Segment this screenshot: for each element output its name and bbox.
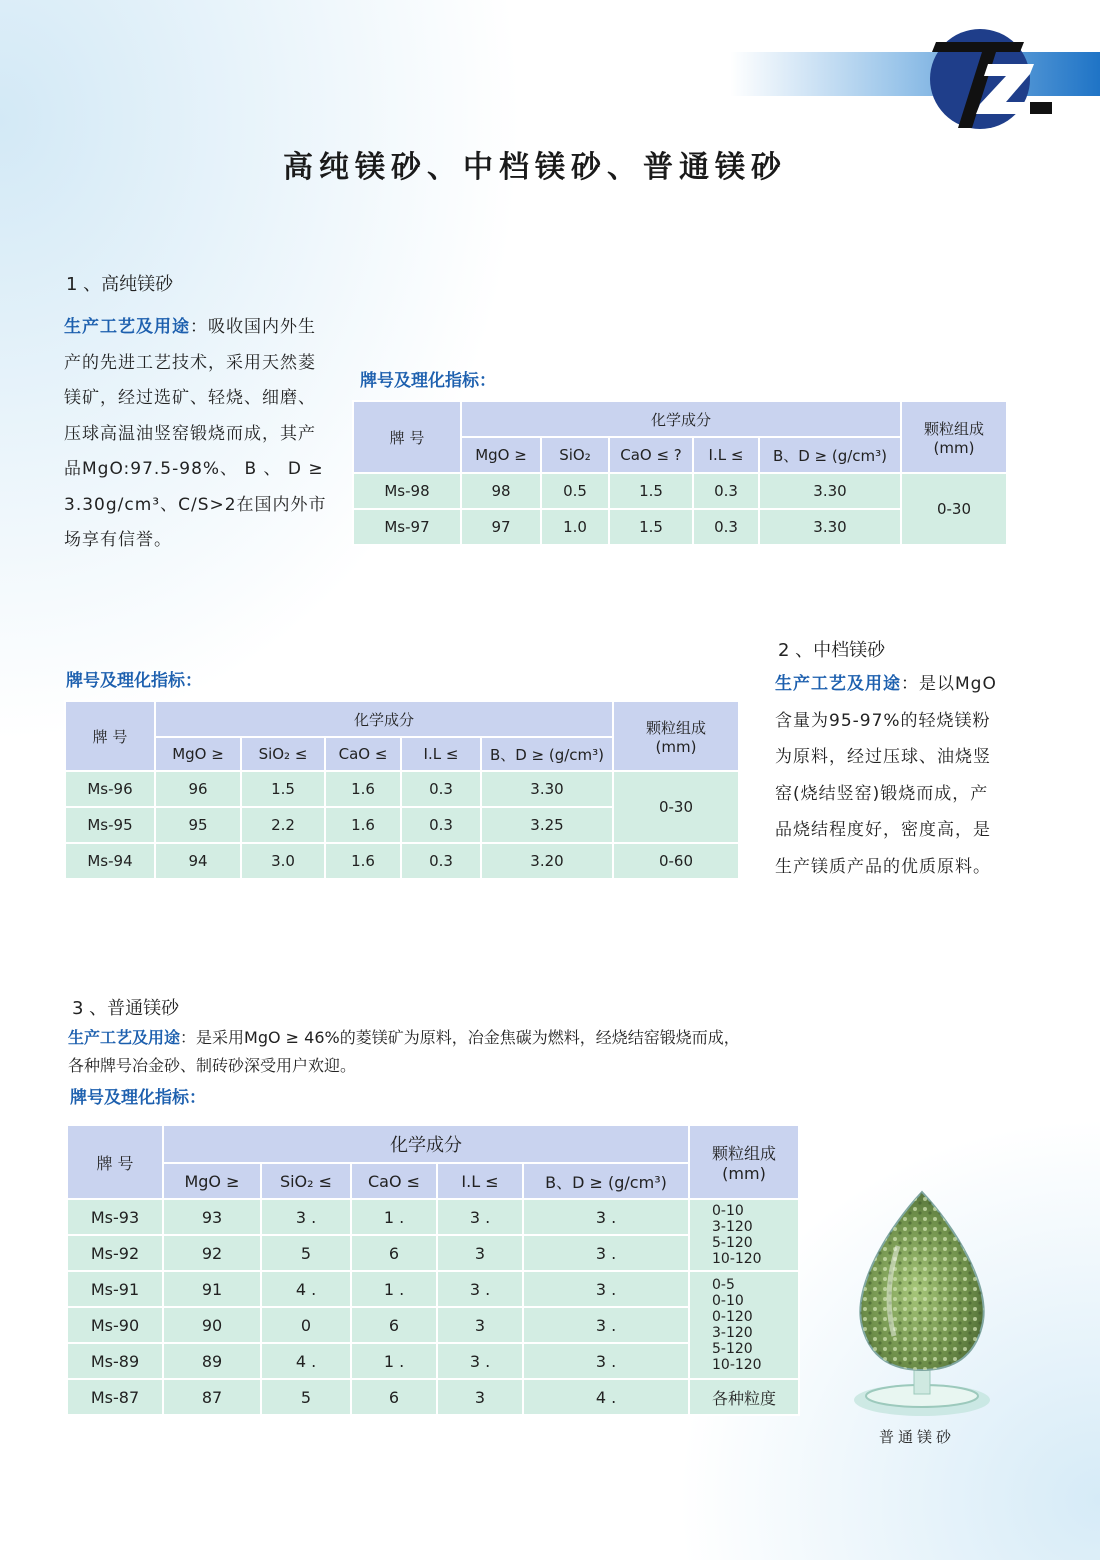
section2-description: 生产工艺及用途：是以MgO 含量为95-97%的轻烧镁粉 为原料，经过压球、油烧竖 窑(烧结竖窑)锻烧而成，产 品烧结程度好，密度高，是 生产镁质产品的优质原料。 xyxy=(775,674,997,877)
size-cell: 0-60 xyxy=(613,843,739,879)
table-row: Ms-92 92 5 6 3 3 . xyxy=(67,1235,799,1271)
page-title: 高纯镁砂、中档镁砂、普通镁砂 xyxy=(283,150,787,185)
table-row: Ms-98 98 0.5 1.5 0.3 3.30 0-30 xyxy=(353,473,1007,509)
header-brand: 牌 号 xyxy=(353,401,461,473)
header-size: 颗粒组成 (mm) xyxy=(901,401,1007,473)
col-bd: B、D ≥ (g/cm³) xyxy=(759,437,901,473)
header-size: 颗粒组成 (mm) xyxy=(613,701,739,771)
col-cao: CaO ≤ ? xyxy=(609,437,693,473)
section1-description: 生产工艺及用途：吸收国内外生 产的先进工艺技术，采用天然菱 镁矿，经过选矿、轻烧、细磨、 压球高温油竖窑锻烧而成，其产 品MgO:97.5-98%、 B 、 D ≥ 3.30g/cm³、C/S>2在国内外市 场享有信誉。 xyxy=(64,317,327,550)
header-chem: 化学成分 xyxy=(163,1125,689,1163)
section3-description: 生产工艺及用途：是采用MgO ≥ 46%的菱镁矿为原料，冶金焦碳为燃料，经烧结窑锻烧而成， 各种牌号冶金砂、制砖砂深受用户欢迎。 xyxy=(68,1028,740,1075)
section3-heading: 3 、普通镁砂 xyxy=(72,998,180,1019)
col-sio2: SiO₂ xyxy=(541,437,609,473)
size-cell: 0-10 3-120 5-120 10-120 xyxy=(689,1199,799,1271)
table-row: Ms-93 93 3 . 1 . 3 . 3 . 0-10 3-120 5-120 10-120 xyxy=(67,1199,799,1235)
col-il: I.L ≤ xyxy=(437,1163,523,1199)
section2-spec-table xyxy=(64,700,740,880)
table-row: Ms-97 97 1.0 1.5 0.3 3.30 xyxy=(353,509,1007,545)
section1-spec-table xyxy=(352,400,1008,546)
col-sio2: SiO₂ ≤ xyxy=(261,1163,351,1199)
header-brand: 牌 号 xyxy=(65,701,155,771)
section3-table-heading: 牌号及理化指标： xyxy=(70,1088,206,1108)
section1-heading: 1 、高纯镁砂 xyxy=(66,274,174,295)
section2-table-heading: 牌号及理化指标： xyxy=(66,671,202,691)
table-row: Ms-94 94 3.0 1.6 0.3 3.20 0-60 xyxy=(65,843,739,879)
col-cao: CaO ≤ xyxy=(351,1163,437,1199)
table-row: Ms-87 87 5 6 3 4 . 各种粒度 xyxy=(67,1379,799,1415)
col-bd: B、D ≥ (g/cm³) xyxy=(523,1163,689,1199)
section1-label: 生产工艺及用途 xyxy=(64,317,190,337)
col-mgo: MgO ≥ xyxy=(461,437,541,473)
section1-table-heading: 牌号及理化指标： xyxy=(360,371,496,391)
header-chem: 化学成分 xyxy=(155,701,613,737)
section2-label: 生产工艺及用途 xyxy=(775,674,901,694)
product-caption: 普通镁砂 xyxy=(878,1428,955,1446)
table-row: Ms-91 91 4 . 1 . 3 . 3 . 0-5 0-10 0-120 3-120 5-120 10-120 xyxy=(67,1271,799,1307)
header-chem: 化学成分 xyxy=(461,401,901,437)
col-il: I.L ≤ xyxy=(693,437,759,473)
size-cell: 0-30 xyxy=(613,771,739,843)
table-row: Ms-95 95 2.2 1.6 0.3 3.25 xyxy=(65,807,739,843)
section2-heading: 2 、中档镁砂 xyxy=(778,640,886,661)
col-mgo: MgO ≥ xyxy=(155,737,241,771)
table-row: Ms-96 96 1.5 1.6 0.3 3.30 0-30 xyxy=(65,771,739,807)
col-sio2: SiO₂ ≤ xyxy=(241,737,325,771)
company-logo xyxy=(926,24,1056,136)
section3-spec-table xyxy=(66,1124,800,1416)
size-cell: 各种粒度 xyxy=(689,1379,799,1415)
header-brand: 牌 号 xyxy=(67,1125,163,1199)
col-bd: B、D ≥ (g/cm³) xyxy=(481,737,613,771)
table-row: Ms-89 89 4 . 1 . 3 . 3 . xyxy=(67,1343,799,1379)
col-il: I.L ≤ xyxy=(401,737,481,771)
section3-label: 生产工艺及用途 xyxy=(68,1028,181,1047)
col-mgo: MgO ≥ xyxy=(163,1163,261,1199)
product-flask-image xyxy=(842,1186,1002,1426)
col-cao: CaO ≤ xyxy=(325,737,401,771)
size-cell: 0-30 xyxy=(901,473,1007,545)
header-size: 颗粒组成 (mm) xyxy=(689,1125,799,1199)
table-row: Ms-90 90 0 6 3 3 . xyxy=(67,1307,799,1343)
size-cell: 0-5 0-10 0-120 3-120 5-120 10-120 xyxy=(689,1271,799,1379)
